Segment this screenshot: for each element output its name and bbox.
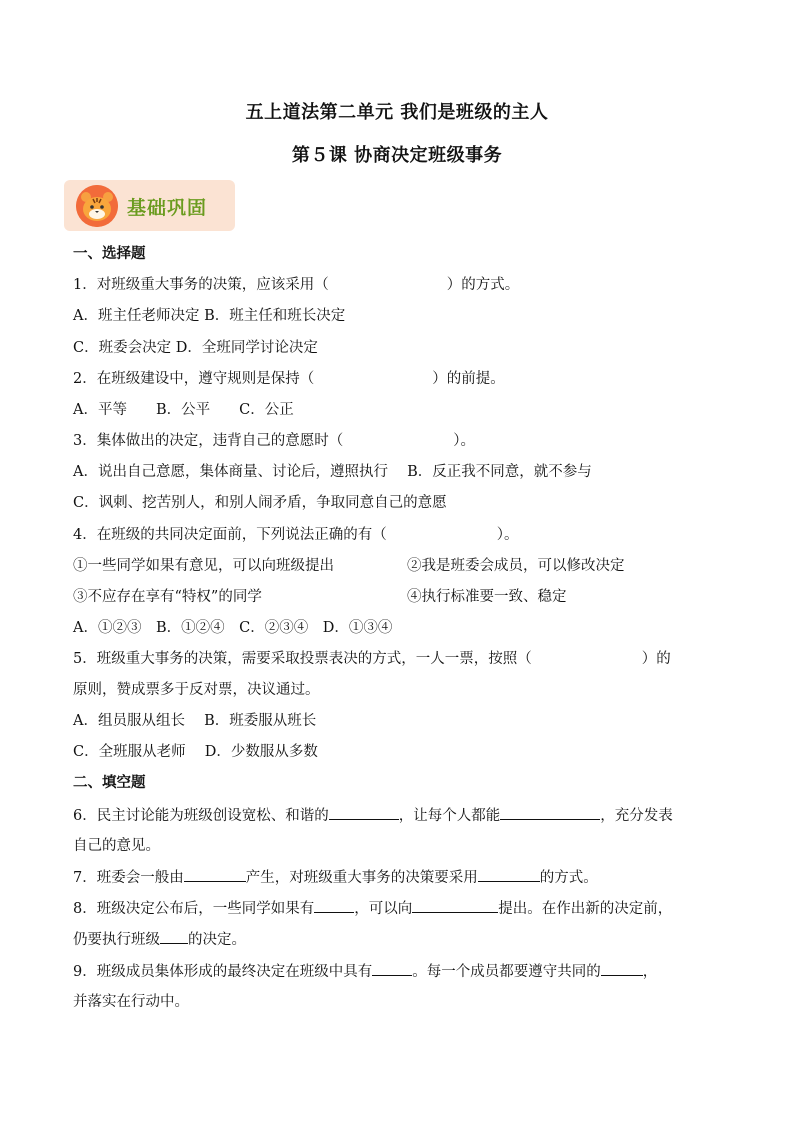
options-line: C．班委会决定 D．全班同学讨论决定	[73, 340, 318, 356]
badge-label: 基础巩固	[127, 197, 208, 219]
question-text: ）的方式。	[446, 277, 520, 293]
question-5	[73, 649, 671, 669]
question-text: 7．班委会一般由	[73, 870, 184, 886]
question-text: 4．在班级的共同决定面前，下列说法正确的有（	[73, 527, 387, 543]
question-text: 仍要执行班级	[73, 932, 160, 948]
options-line: A．平等 B．公平 C．公正	[73, 402, 294, 418]
question-text: ）的前提。	[432, 371, 505, 387]
question-text: ，让每个人都能	[398, 808, 501, 824]
statement-1: ①一些同学如果有意见，可以向班级提出	[73, 558, 334, 574]
question-1	[73, 275, 519, 295]
question-text: 产生，对班级重大事务的决策要采用	[245, 870, 478, 886]
answer-blank[interactable]	[160, 929, 188, 944]
answer-blank[interactable]	[500, 805, 600, 820]
options-line: A．班主任老师决定 B．班主任和班长决定	[73, 308, 346, 324]
question-7	[73, 867, 598, 888]
question-6	[73, 805, 673, 826]
question-text: 2．在班级建设中，遵守规则是保持（	[73, 371, 315, 387]
question-text: 的方式。	[539, 870, 598, 886]
question-text: 9．班级成员集体形成的最终决定在班级中具有	[73, 964, 373, 980]
answer-blank[interactable]	[329, 805, 399, 820]
question-text: ）。	[453, 433, 475, 449]
answer-blank[interactable]	[184, 867, 246, 882]
tiger-icon	[76, 185, 118, 227]
question-text: 3．集体做出的决定，违背自己的意愿时（	[73, 433, 344, 449]
question-5-cont: 原则，赞成票多于反对票，决议通过。	[73, 682, 320, 698]
question-3	[73, 431, 475, 451]
question-text: 提出。在作出新的决定前，	[498, 901, 673, 917]
question-text: 8．班级决定公布后，一些同学如果有	[73, 901, 315, 917]
answer-blank[interactable]	[372, 961, 412, 976]
question-text: ，	[642, 964, 658, 980]
question-9	[73, 961, 657, 982]
answer-blank[interactable]	[314, 898, 354, 913]
section-choice-heading: 一、选择题	[73, 246, 146, 262]
question-text: 5．班级重大事务的决策，需要采取投票表决的方式，一人一票，按照（	[73, 651, 532, 667]
question-text: ，充分发表	[600, 808, 673, 824]
statement-3: ③不应存在享有“特权”的同学	[73, 589, 262, 605]
statement-4: ④执行标准要一致、稳定	[407, 589, 567, 605]
section-fill-heading: 二、填空题	[73, 775, 146, 791]
statement-2: ②我是班委会成员，可以修改决定	[407, 558, 625, 574]
options-line: C．讽刺、挖苦别人，和别人闹矛盾，争取同意自己的意愿	[73, 495, 447, 511]
options-line: A．说出自己意愿，集体商量、讨论后，遵照执行 B．反正我不同意，就不参与	[73, 464, 592, 480]
options-line: A．组员服从组长 B．班委服从班长	[73, 713, 317, 729]
question-2	[73, 369, 505, 389]
answer-blank[interactable]	[478, 867, 540, 882]
section-badge	[64, 180, 235, 231]
question-text: 1．对班级重大事务的决策，应该采用（	[73, 277, 329, 293]
question-9-cont: 并落实在行动中。	[73, 994, 189, 1010]
page-title: 五上道法第二单元 我们是班级的主人	[245, 102, 549, 123]
answer-blank[interactable]	[601, 961, 643, 976]
question-text: ，可以向	[354, 901, 413, 917]
options-line: A．①②③ B．①②④ C．②③④ D．①③④	[73, 620, 393, 636]
question-text: 。每一个成员都要遵守共同的	[412, 964, 601, 980]
question-8	[73, 898, 672, 919]
question-text: ）的	[641, 651, 671, 667]
question-text: 6．民主讨论能为班级创设宽松、和谐的	[73, 808, 329, 824]
lesson-subtitle: 第５课 协商决定班级事务	[291, 145, 503, 166]
question-4	[73, 525, 518, 545]
question-text: 的决定。	[188, 932, 246, 948]
question-8-cont	[73, 929, 246, 950]
options-line: C．全班服从老师 D．少数服从多数	[73, 744, 318, 760]
question-text: ）。	[496, 527, 519, 543]
question-6-cont: 自己的意见。	[73, 838, 160, 854]
answer-blank[interactable]	[412, 898, 498, 913]
